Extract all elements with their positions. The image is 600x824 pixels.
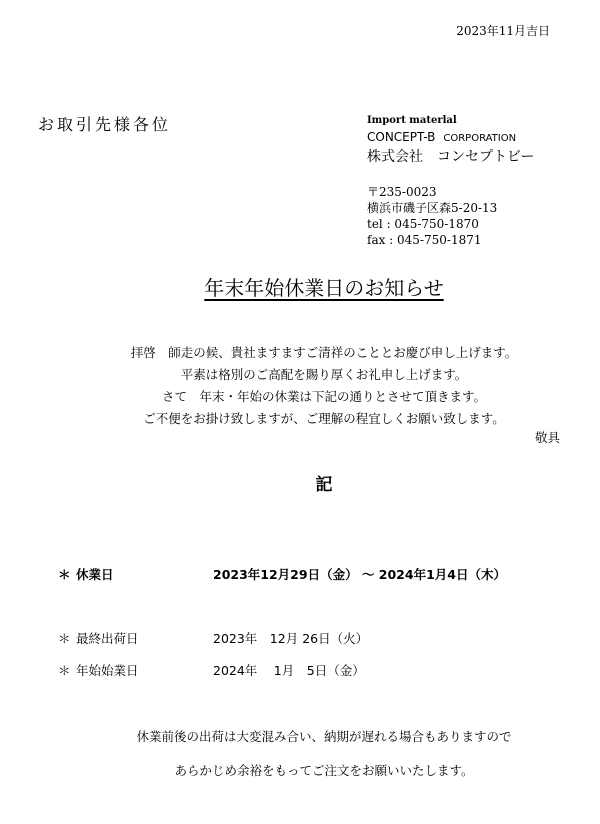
ki-heading: 記 (315, 475, 333, 495)
bullet-mark: ＊ (58, 631, 71, 646)
greeting-line: 拝啓 師走の候、貴社ますますご清祥のこととお慶び申し上げます。 (130, 345, 518, 360)
greeting-line: 平素は格別のご高配を賜り厚くお礼申し上げます。 (180, 367, 468, 382)
notice-title: 年末年始休業日のお知らせ (204, 276, 444, 300)
company-name-jp: 株式会社 コンセプトビー (367, 149, 535, 165)
tel: tel : 045-750-1870 (367, 217, 479, 231)
footer-line: 休業前後の出荷は大変混み合い、納期が遅れる場合もありますので (136, 729, 512, 744)
row-value: 2024年 1月 5日（金） (213, 663, 365, 678)
greeting (0, 342, 600, 430)
row-label: 休業日 (76, 567, 114, 582)
sender-block (367, 115, 534, 248)
address: 横浜市磯子区森5-20-13 (367, 201, 498, 215)
closing: 敬具 (534, 430, 560, 445)
postal-code: 〒235-0023 (367, 185, 437, 199)
new-year-start-row (58, 661, 365, 679)
row-label: 年始始業日 (76, 663, 139, 678)
footer-line: あらかじめ余裕をもってご注文をお願いいたします。 (174, 763, 474, 778)
row-label: 最終出荷日 (76, 631, 139, 646)
import-label: Import materlal (367, 115, 457, 126)
issue-date: 2023年11月吉日 (456, 24, 550, 38)
last-shipping-row (58, 629, 368, 647)
row-value: 2023年 12月 26日（火） (213, 631, 369, 646)
contact-info (367, 200, 534, 248)
concept-name: CONCEPT-B (367, 130, 436, 144)
fax: fax : 045-750-1871 (367, 233, 482, 247)
corporation-label: CORPORATION (443, 133, 517, 144)
company-name-en (367, 130, 534, 144)
holiday-row (58, 565, 506, 583)
addressee: お取引先様各位 (38, 115, 172, 134)
bullet-mark: ＊ (58, 663, 71, 678)
row-value: 2023年12月29日（金） ～ 2024年1月4日（木） (213, 567, 506, 582)
greeting-line: ご不便をお掛け致しますが、ご理解の程宜しくお願い致します。 (143, 411, 505, 426)
greeting-line: さて 年末・年始の休業は下記の通りとさせて頂きます。 (161, 389, 486, 404)
bullet-mark: ＊ (58, 567, 71, 582)
